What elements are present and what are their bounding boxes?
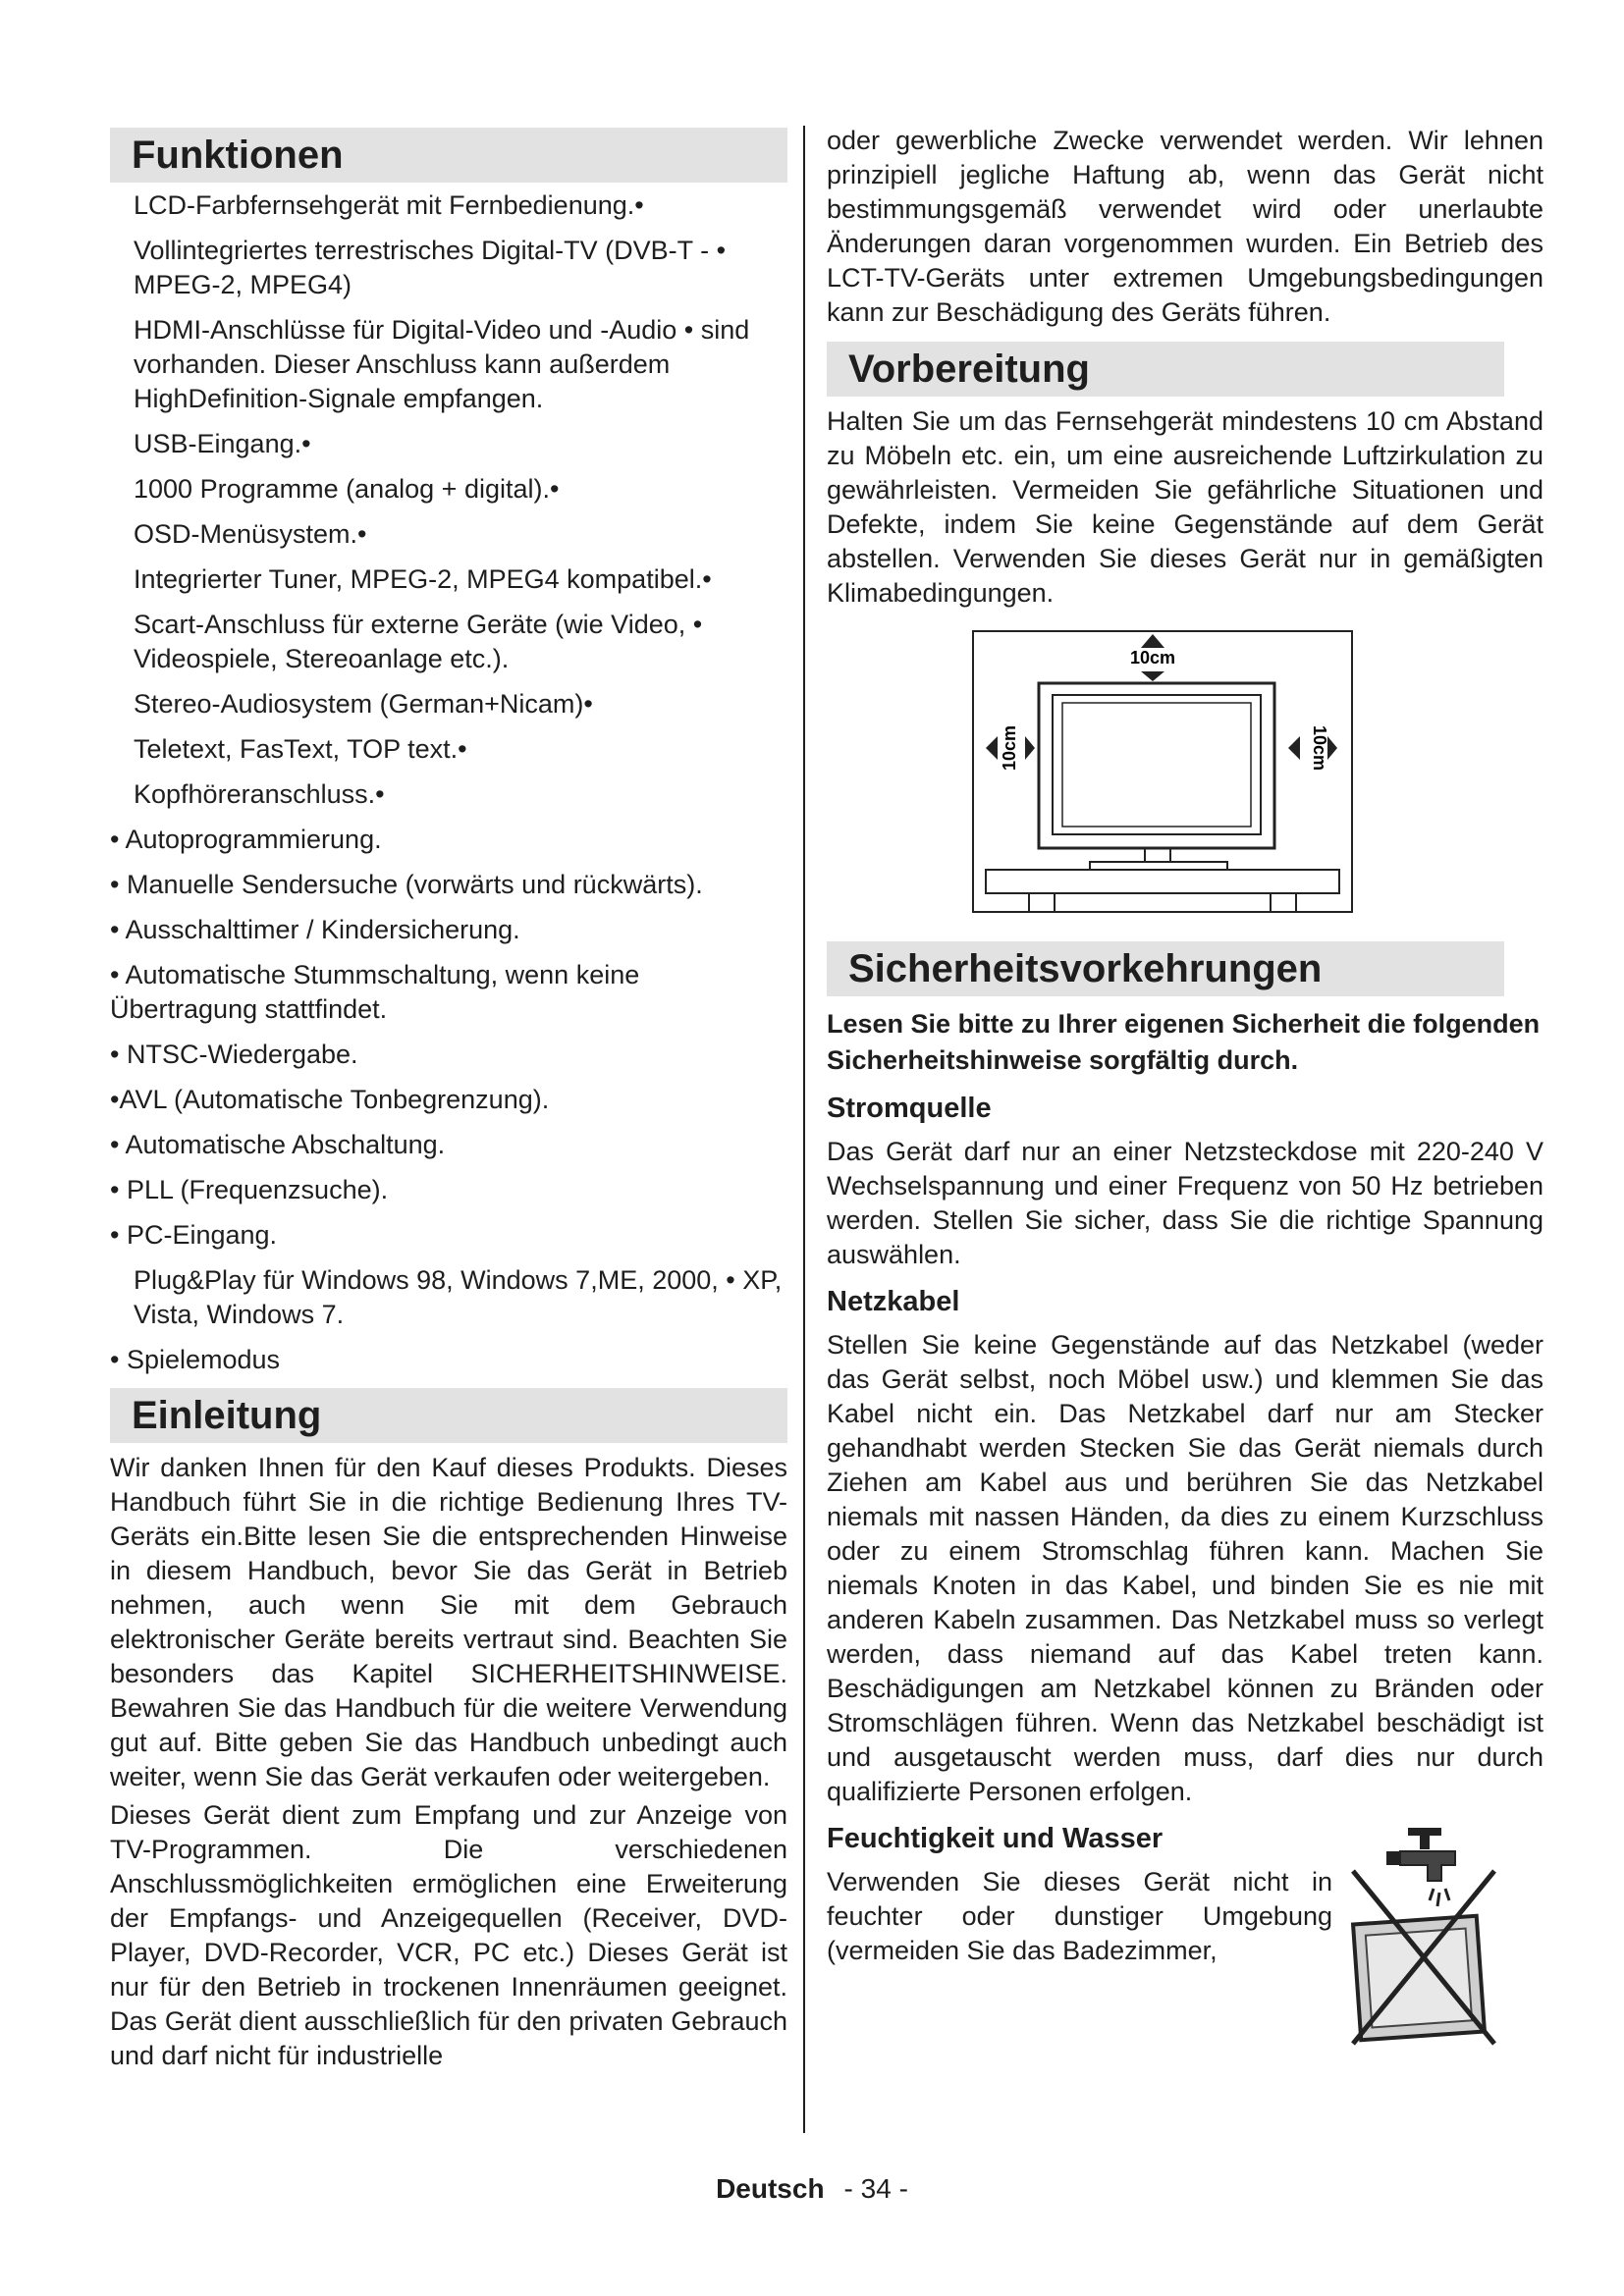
footer-language: Deutsch bbox=[716, 2173, 825, 2204]
feature-item: • PC-Eingang. bbox=[110, 1220, 278, 1250]
feuchtigkeit-block bbox=[827, 1865, 1543, 1968]
netzkabel-paragraph: Stellen Sie keine Gegenstände auf das Netzkabel (weder das Gerät selbst, noch Möbel usw.) und klemmen Sie das Kabel nicht ein. Das Netzkabel darf nur am Stecker gehandhabt werden Stecken Sie das Gerät niemals durch Ziehen am Kabel aus und berühren Sie das Netzkabel niemals mit nassen Händen, da dies zu einem Kurzschluss oder zu einem Stromschlag führen kann. Machen Sie niemals Knoten in das Kabel, und binden Sie es nie mit anderen Kabeln zusammen. Das Netzkabel muss so verlegt werden, dass niemand auf das Kabel treten kann. Beschädigungen am Netzkabel können zu Bränden oder Stromschlägen führen. Wenn das Netzkabel beschädigt ist und ausgetauscht werden muss, darf dies nur durch qualifizierte Personen erfolgen. bbox=[827, 1330, 1543, 1806]
no-water-icon bbox=[1347, 1822, 1504, 2048]
clearance-label-top: 10cm bbox=[1129, 648, 1176, 667]
page-footer bbox=[0, 2173, 1624, 2205]
feature-item: • PLL (Frequenzsuche). bbox=[110, 1175, 389, 1204]
feature-item: LCD-Farbfernsehgerät mit Fernbedienung.• bbox=[134, 190, 644, 220]
safety-lead: Lesen Sie bitte zu Ihrer eigenen Sicherheit die folgenden Sicherheitshinweise sorgfältig durch. bbox=[827, 1009, 1541, 1075]
feature-item: Vollintegriertes terrestrisches Digital-TV (DVB-T - • MPEG-2, MPEG4) bbox=[134, 236, 727, 299]
feature-item: •AVL (Automatische Tonbegrenzung). bbox=[110, 1085, 550, 1114]
subheading-netzkabel: Netzkabel bbox=[827, 1286, 960, 1317]
feature-item: OSD-Menüsystem.• bbox=[134, 519, 367, 549]
column-divider bbox=[803, 126, 805, 2133]
subheading-feuchtigkeit: Feuchtigkeit und Wasser bbox=[827, 1823, 1164, 1854]
left-column bbox=[110, 128, 787, 2073]
clearance-label-left: 10cm bbox=[1000, 724, 1019, 772]
feature-item: Teletext, FasText, TOP text.• bbox=[134, 734, 467, 764]
feature-item: • Manuelle Sendersuche (vorwärts und rückwärts). bbox=[110, 870, 703, 899]
feature-item: USB-Eingang.• bbox=[134, 429, 311, 458]
feature-item: • Spielemodus bbox=[110, 1345, 281, 1374]
feature-list bbox=[110, 188, 787, 1377]
feature-item: Integrierter Tuner, MPEG-2, MPEG4 kompatibel.• bbox=[134, 564, 712, 594]
feature-item: • Autoprogrammierung. bbox=[110, 825, 382, 854]
tv-clearance-illustration bbox=[972, 630, 1353, 913]
feature-item: HDMI-Anschlüsse für Digital-Video und -Audio • sind vorhanden. Dieser Anschluss kann außerdem HighDefinition-Signale empfangen. bbox=[134, 315, 750, 413]
feature-item: Stereo-Audiosystem (German+Nicam)• bbox=[134, 689, 593, 719]
feature-item: • NTSC-Wiedergabe. bbox=[110, 1040, 358, 1069]
section-heading-sicherheit: Sicherheitsvorkehrungen bbox=[827, 941, 1504, 996]
clearance-label-right: 10cm bbox=[1310, 724, 1329, 772]
einleitung-paragraph-2: Dieses Gerät dient zum Empfang und zur Anzeige von TV-Programmen. Die verschiedenen Anschlussmöglichkeiten ermöglichen eine Erweiterung der Empfangs- und Anzeigequellen (Receiver, DVD-Player, DVD-Recorder, VCR, PC etc.) Dieses Gerät ist nur für den Betrieb in trockenen Innenräumen geeignet. Das Gerät dient ausschließlich für den privaten Gebrauch und darf nicht für industrielle bbox=[110, 1800, 787, 2070]
feature-item: • Ausschalttimer / Kindersicherung. bbox=[110, 915, 520, 944]
stromquelle-paragraph: Das Gerät darf nur an einer Netzsteckdose mit 220-240 V Wechselspannung und einer Frequenz von 50 Hz betrieben werden. Stellen Sie sicher, dass Sie die richtige Spannung auswählen. bbox=[827, 1137, 1543, 1269]
tv-clearance-figure bbox=[972, 630, 1543, 918]
section-heading-einleitung: Einleitung bbox=[110, 1388, 787, 1443]
feature-item: • Automatische Stummschaltung, wenn keine Übertragung stattfindet. bbox=[110, 960, 640, 1024]
einleitung-paragraph-1: Wir danken Ihnen für den Kauf dieses Produkts. Dieses Handbuch führt Sie in die richtige Bedienung Ihres TV-Geräts ein.Bitte lesen Sie die entsprechenden Hinweise in diesem Handbuch, bevor Sie das Gerät in Betrieb nehmen, auch wenn Sie mit dem Gebrauch elektronischer Geräte bereits vertraut sind. Beachten Sie besonders das Kapitel SICHERHEITSHINWEISE. Bewahren Sie das Handbuch für die weitere Verwendung gut auf. Bitte geben Sie das Handbuch unbedingt auch weiter, wenn Sie das Gerät verkaufen oder weitergeben. bbox=[110, 1453, 787, 1791]
subheading-stromquelle: Stromquelle bbox=[827, 1093, 992, 1124]
feature-item: Plug&Play für Windows 98, Windows 7,ME, 2000, • XP, Vista, Windows 7. bbox=[134, 1265, 783, 1329]
feature-item: Kopfhöreranschluss.• bbox=[134, 779, 385, 809]
page-number: - 34 - bbox=[843, 2173, 908, 2204]
feature-item: 1000 Programme (analog + digital).• bbox=[134, 474, 560, 504]
section-heading-vorbereitung: Vorbereitung bbox=[827, 342, 1504, 397]
feuchtigkeit-paragraph: Verwenden Sie dieses Gerät nicht in feuchter oder dunstiger Umgebung (vermeiden Sie das Badezimmer, bbox=[827, 1867, 1332, 1965]
right-column bbox=[827, 124, 1543, 1968]
vorbereitung-paragraph: Halten Sie um das Fernsehgerät mindestens 10 cm Abstand zu Möbeln etc. ein, um eine ausreichende Luftzirkulation zu gewährleisten. Vermeiden Sie gefährliche Situationen und Defekte, indem Sie keine Gegenstände auf dem Gerät abstellen. Verwenden Sie dieses Gerät nur in gemäßigten Klimabedingungen. bbox=[827, 406, 1543, 608]
feature-item: • Automatische Abschaltung. bbox=[110, 1130, 446, 1159]
section-heading-funktionen: Funktionen bbox=[110, 128, 787, 183]
continued-paragraph: oder gewerbliche Zwecke verwendet werden. Wir lehnen prinzipiell jegliche Haftung ab, wenn das Gerät nicht bestimmungsgemäß verwendet wird oder unerlaubte Änderungen daran vorgenommen wurden. Ein Betrieb des LCT-TV-Geräts unter extremen Umgebungsbedingungen kann zur Beschädigung des Geräts führen. bbox=[827, 126, 1543, 327]
feature-item: Scart-Anschluss für externe Geräte (wie Video, • Videospiele, Stereoanlage etc.). bbox=[134, 610, 703, 673]
